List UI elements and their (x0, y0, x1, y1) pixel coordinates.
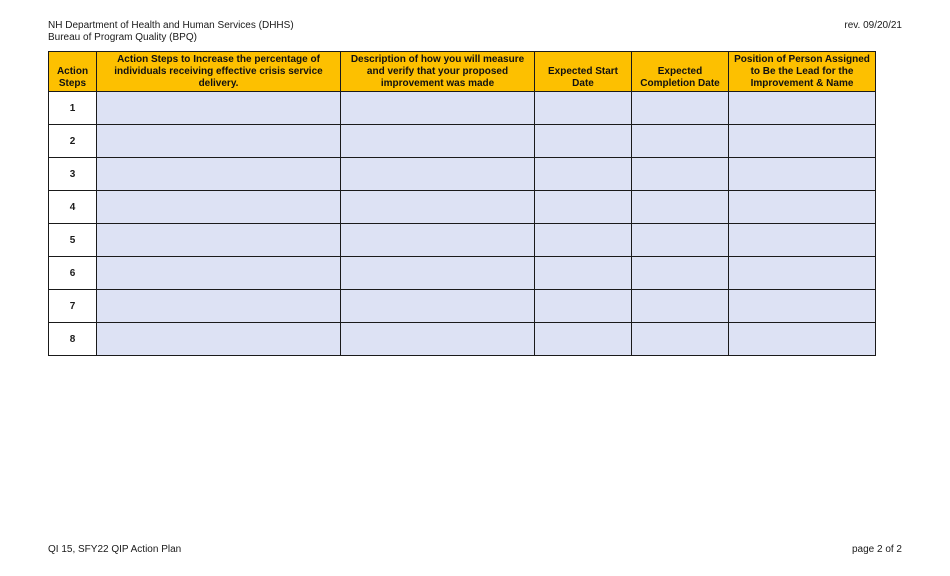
completion-date-cell[interactable] (632, 125, 729, 158)
lead-person-cell[interactable] (729, 290, 876, 323)
lead-person-cell[interactable] (729, 257, 876, 290)
lead-person-cell[interactable] (729, 191, 876, 224)
completion-date-cell[interactable] (632, 224, 729, 257)
table-row (49, 323, 876, 356)
column-header-measurement: Description of how you will measure and verify that your proposed improvement was made (341, 52, 535, 92)
action-step-cell[interactable] (97, 92, 341, 125)
measurement-cell[interactable] (341, 191, 535, 224)
step-number: 3 (49, 158, 97, 191)
start-date-cell[interactable] (535, 224, 632, 257)
column-header-completion-date: Expected Completion Date (632, 52, 729, 92)
lead-person-cell[interactable] (729, 323, 876, 356)
table-row (49, 92, 876, 125)
lead-person-cell[interactable] (729, 125, 876, 158)
completion-date-cell[interactable] (632, 191, 729, 224)
step-number: 1 (49, 92, 97, 125)
completion-date-cell[interactable] (632, 323, 729, 356)
action-plan-table (48, 51, 876, 356)
completion-date-cell[interactable] (632, 158, 729, 191)
action-step-cell[interactable] (97, 125, 341, 158)
start-date-cell[interactable] (535, 92, 632, 125)
step-number: 8 (49, 323, 97, 356)
table-row (49, 257, 876, 290)
action-step-cell[interactable] (97, 323, 341, 356)
lead-person-cell[interactable] (729, 224, 876, 257)
measurement-cell[interactable] (341, 224, 535, 257)
measurement-cell[interactable] (341, 323, 535, 356)
start-date-cell[interactable] (535, 158, 632, 191)
lead-person-cell[interactable] (729, 158, 876, 191)
completion-date-cell[interactable] (632, 257, 729, 290)
action-step-cell[interactable] (97, 158, 341, 191)
table-row (49, 125, 876, 158)
table-row (49, 290, 876, 323)
table-row (49, 191, 876, 224)
bureau-name: Bureau of Program Quality (BPQ) (48, 32, 197, 43)
action-step-cell[interactable] (97, 191, 341, 224)
action-step-cell[interactable] (97, 290, 341, 323)
step-number: 6 (49, 257, 97, 290)
column-header-action-description: Action Steps to Increase the percentage of individuals receiving effective crisis service delivery. (97, 52, 341, 92)
measurement-cell[interactable] (341, 290, 535, 323)
start-date-cell[interactable] (535, 191, 632, 224)
column-header-lead-person: Position of Person Assigned to Be the Lead for the Improvement & Name (729, 52, 876, 92)
measurement-cell[interactable] (341, 92, 535, 125)
organization-name: NH Department of Health and Human Services (DHHS) (48, 20, 294, 31)
table-row (49, 158, 876, 191)
table-header-row (49, 52, 876, 92)
column-header-start-date: Expected Start Date (535, 52, 632, 92)
document-name: QI 15, SFY22 QIP Action Plan (48, 544, 182, 555)
document-header (48, 20, 294, 44)
start-date-cell[interactable] (535, 125, 632, 158)
step-number: 5 (49, 224, 97, 257)
table-row (49, 224, 876, 257)
measurement-cell[interactable] (341, 257, 535, 290)
page-number: page 2 of 2 (851, 544, 902, 555)
step-number: 2 (49, 125, 97, 158)
action-step-cell[interactable] (97, 224, 341, 257)
column-header-action-steps: Action Steps (49, 52, 97, 92)
completion-date-cell[interactable] (632, 290, 729, 323)
step-number: 4 (49, 191, 97, 224)
measurement-cell[interactable] (341, 125, 535, 158)
completion-date-cell[interactable] (632, 92, 729, 125)
revision-date: rev. 09/20/21 (844, 20, 902, 31)
step-number: 7 (49, 290, 97, 323)
action-step-cell[interactable] (97, 257, 341, 290)
start-date-cell[interactable] (535, 323, 632, 356)
measurement-cell[interactable] (341, 158, 535, 191)
start-date-cell[interactable] (535, 257, 632, 290)
lead-person-cell[interactable] (729, 92, 876, 125)
start-date-cell[interactable] (535, 290, 632, 323)
